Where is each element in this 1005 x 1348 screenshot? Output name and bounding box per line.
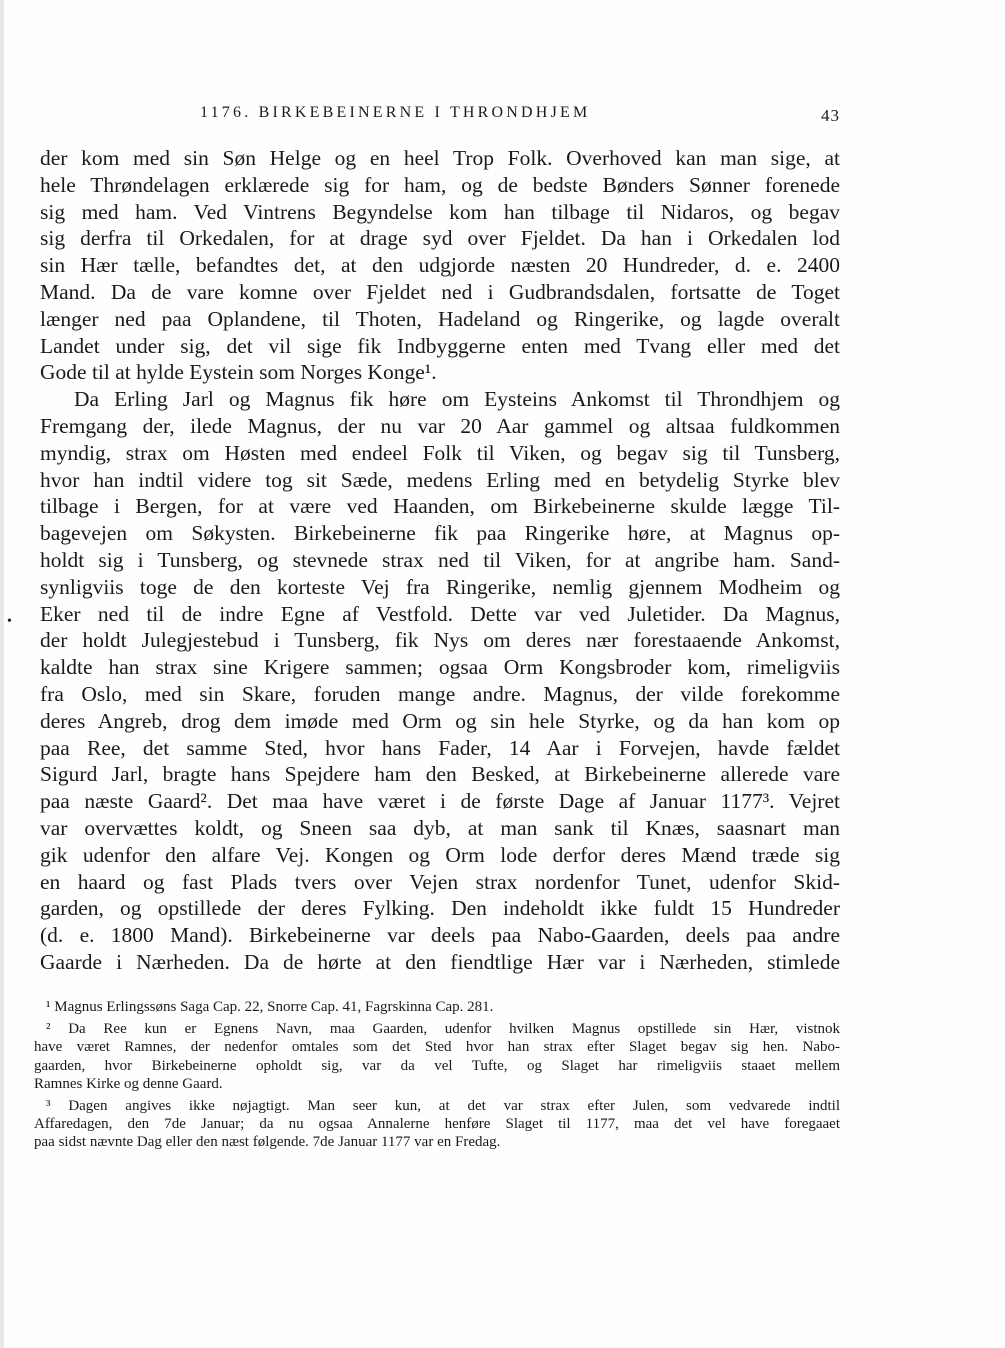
footnote-3: ³ Dagen angives ikke nøjagtigt. Man seer kun, at det var strax efter Julen, som vedvarede indtil bbox=[46, 1097, 840, 1114]
body-line: gik udenfor den alfare Vej. Kongen og Orm lode derfor deres Mænd træde sig bbox=[40, 842, 840, 867]
body-line: var overvættes koldt, og Sneen saa dyb, at man sank til Knæs, saasnart man bbox=[40, 815, 840, 840]
page-edge bbox=[0, 0, 4, 1348]
body-line: deres Angreb, drog dem imøde med Orm og sin hele Styrke, og da han kom op bbox=[40, 708, 840, 733]
body-line: længer ned paa Oplandene, til Thoten, Hadeland og Ringerike, og lagde overalt bbox=[40, 306, 840, 331]
page-header bbox=[40, 104, 840, 126]
body-line: holdt sig i Tunsberg, og stevnede strax ned til Viken, for at angribe ham. Sand- bbox=[40, 547, 840, 572]
body-line: Fremgang der, ilede Magnus, der nu var 20 Aar gammel og altsaa fuldkommen bbox=[40, 413, 840, 438]
body-line: hele Thrøndelagen erklærede sig for ham, og de bedste Bønders Sønner forenede bbox=[40, 172, 840, 197]
body-line: der holdt Julegjestebud i Tunsberg, fik Nys om deres nær forestaaende Ankomst, bbox=[40, 628, 840, 653]
body-line: Eker ned til de indre Egne af Vestfold. Dette var ved Juletider. Da Magnus, bbox=[40, 601, 840, 626]
footnote-2: ² Da Ree kun er Egnens Navn, maa Gaarden, udenfor hvilken Magnus opstillede sin Hær, vistnok bbox=[46, 1021, 840, 1038]
body-line: garden, og opstillede der deres Fylking. Den indeholdt ikke fuldt 15 Hundreder bbox=[40, 896, 840, 921]
footnote-2-line: have været Ramnes, der nedenfor omtales som det Sted hvor han strax efter Slaget begav sig hen. Nabo- bbox=[34, 1039, 840, 1056]
body-line: bagevejen om Søkysten. Birkebeinerne fik paa Ringerike høre, at Magnus op- bbox=[40, 521, 840, 546]
body-line: fra Oslo, med sin Skare, foruden mange andre. Magnus, der vilde forekomme bbox=[40, 681, 840, 706]
body-line: tilbage i Bergen, for at være ved Haanden, om Birkebeinerne skulde lægge Til- bbox=[40, 494, 840, 519]
footnote-1: ¹ Magnus Erlingssøns Saga Cap. 22, Snorre Cap. 41, Fagrskinna Cap. 281. bbox=[46, 999, 494, 1015]
footnote-3-line: paa sidst nævnte Dag eller den næst følgende. 7de Januar 1177 var en Fredag. bbox=[34, 1134, 501, 1151]
body-line: hvor han indtil videre tog sit Sæde, medens Erling med en betydelig Styrke blev bbox=[40, 467, 840, 492]
page-number: 43 bbox=[821, 106, 840, 125]
footnote-3-line: Affaredagen, den 7de Januar; da nu ogsaa Annalerne henføre Slaget til 1177, maa det vel have foregaaet bbox=[34, 1116, 840, 1133]
body-line: myndig, strax om Høsten med endeel Folk til Viken, og begav sig til Tunsberg, bbox=[40, 440, 840, 465]
body-line: paa Ree, det samme Sted, hvor hans Fader, 14 Aar i Forvejen, havde fældet bbox=[40, 735, 840, 760]
body-line: Gaarde i Nærheden. Da de hørte at den fiendtlige Hær var i Nærheden, stimlede bbox=[40, 949, 840, 974]
running-title: 1176. BIRKEBEINERNE I THRONDHJEM bbox=[200, 104, 591, 121]
body-line: sig derfra til Orkedalen, for at drage syd over Fjeldet. Da han i Orkedalen lod bbox=[40, 226, 840, 251]
body-line: paa næste Gaard². Det maa have været i de første Dage af Januar 1177³. Vejret bbox=[40, 789, 840, 814]
body-line: sin Hær tælle, befandtes det, at den udgjorde næsten 20 Hundreder, d. e. 2400 bbox=[40, 253, 840, 278]
body-text bbox=[40, 145, 840, 976]
body-line: der kom med sin Søn Helge og en heel Trop Folk. Overhoved kan man sige, at bbox=[40, 146, 840, 170]
body-line: Sigurd Jarl, bragte hans Spejdere ham den Besked, at Birkebeinerne allerede vare bbox=[40, 762, 840, 787]
margin-mark: • bbox=[7, 614, 12, 629]
paragraph-start: Da Erling Jarl og Magnus fik høre om Eysteins Ankomst til Throndhjem og bbox=[74, 387, 840, 412]
body-line: Mand. Da de vare komne over Fjeldet ned i Gudbrandsdalen, fortsatte de Toget bbox=[40, 279, 840, 304]
footnote-2-line: Ramnes Kirke og denne Gaard. bbox=[34, 1075, 223, 1092]
body-line: Landet under sig, det vil sige fik Indbyggerne enten med Tvang eller med det bbox=[40, 333, 840, 358]
body-line: (d. e. 1800 Mand). Birkebeinerne var deels paa Nabo-Gaarden, deels paa andre bbox=[40, 923, 840, 948]
body-line: Gode til at hylde Eystein som Norges Konge¹. bbox=[40, 360, 437, 385]
footnotes bbox=[34, 998, 840, 1152]
footnote-2-line: gaarden, hvor Birkebeinerne opholdt sig, var da vel Tufte, og Slaget har rimeligviis staaet mellem bbox=[34, 1057, 840, 1074]
body-line: synligviis toge de den korteste Vej fra Ringerike, nemlig gjennem Modheim og bbox=[40, 574, 840, 599]
body-line: sig med ham. Ved Vintrens Begyndelse kom han tilbage til Nidaros, og begav bbox=[40, 199, 840, 224]
body-line: en haard og fast Plads tvers over Vejen strax nordenfor Tunet, udenfor Skid- bbox=[40, 869, 840, 894]
body-line: kaldte han strax sine Krigere sammen; ogsaa Orm Kongsbroder kom, rimeligviis bbox=[40, 655, 840, 680]
